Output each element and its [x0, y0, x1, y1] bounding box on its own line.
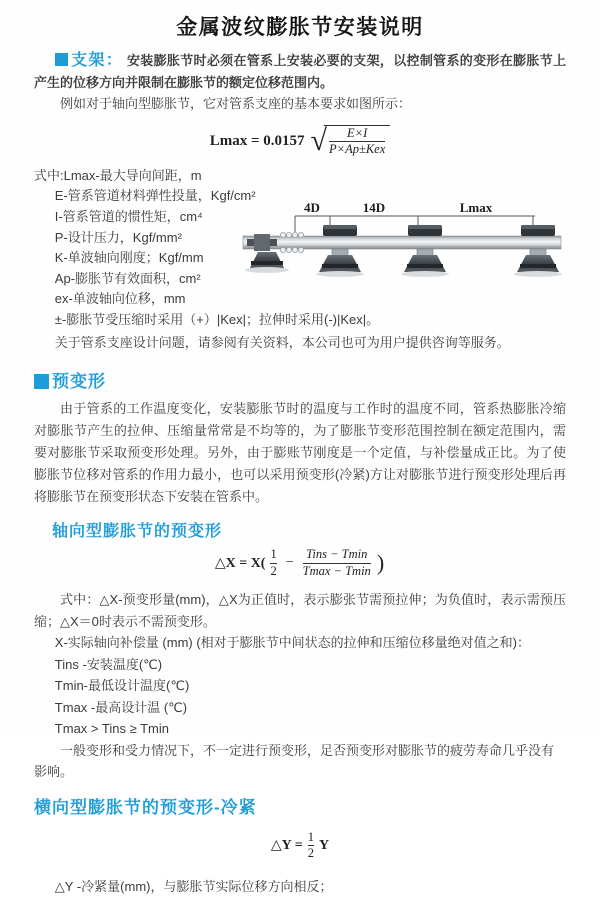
content-area: [0, 50, 600, 898]
variable-line: E-管系管道材料弹性投量，Kgf/cm²: [54, 188, 256, 204]
formula2-num: Tins − Tmin: [306, 547, 368, 561]
axial-predeform-formula: [34, 547, 566, 579]
support-heading-label: 支架：: [70, 52, 124, 69]
page-title: 金属波纹膨胀节安装说明: [176, 16, 424, 39]
variable-line: I-管系管道的惯性矩，cm⁴: [54, 208, 203, 224]
axial-explain-paragraph: 式中：△X-预变形量(mm)，△X为正值时，表示膨张节需预拉伸；为负值时，表示需预压缩；△X＝0时表示不需预变形。: [34, 592, 566, 629]
pipe-body: [243, 236, 561, 249]
variable-line: K-单波轴向刚度；Kgf/mm: [54, 250, 204, 266]
formula1-lhs: Lmax = 0.0157: [209, 132, 305, 149]
temp-line-tmin: Tmin-最低设计温度(℃): [54, 678, 190, 694]
lateral-note-line: △Y -冷紧量(mm)，与膨胀节实际位移方向相反；: [54, 879, 333, 894]
support-note-line: 关于管系支座设计问题，请参阅有关资料，本公司也可为用户提供咨询等服务。: [54, 334, 510, 350]
section-square-icon: [34, 374, 49, 389]
formula2-den: Tmax − Tmin: [302, 563, 371, 578]
formula3-num: 1: [307, 829, 314, 844]
dim-label-14d: 14D: [362, 199, 386, 215]
variables-and-diagram: [34, 166, 566, 353]
axial-subsection-heading: 轴向型膨胀节的预变形: [52, 523, 223, 540]
temp-inequality: Tmax > Tins ≥ Tmin: [54, 721, 169, 737]
lateral-coldtight-formula: [34, 830, 566, 862]
dim-label-lmax: Lmax: [459, 199, 493, 215]
pipe-support-2: [401, 225, 449, 277]
pipe-support-1: [316, 225, 364, 277]
sqrt-radical: [311, 125, 391, 158]
support-example-line: 例如对于轴向型膨胀节，它对管系支座的基本要求如图所示：: [60, 96, 412, 111]
formula2-half-den: 2: [270, 563, 277, 578]
formula1-numerator: E×I: [347, 125, 368, 140]
formula2-post: ): [376, 550, 385, 576]
variable-line: ±-膨胀节受压缩时采用（+）|Kex|；拉伸时采用(-)|Kex|。: [54, 311, 380, 327]
dim-label-4d: 4D: [304, 199, 320, 215]
pipe-support-diagram: [238, 198, 594, 294]
formula2-minus: −: [285, 555, 294, 571]
formula3-post: Y: [318, 837, 330, 853]
variable-line: Ap-膨胀节有效面积，cm²: [54, 270, 201, 286]
predeform-heading-label: 预变形: [52, 372, 106, 391]
formula3-den: 2: [307, 846, 314, 861]
formula2-pre: △X = X(: [214, 555, 266, 571]
predeform-body-paragraph: 由于管系的工作温度变化，安装膨胀节时的温度与工作时的温度不同，管系热膨胀冷缩对膨胀节产生的拉伸、压缩量常常是不均等的，为了膨胀节变形范围控制在额定范围内，需要对膨胀节采取预变形处理。另外，由于膨账节刚度是一个定值，与补偿量成正比。为了使膨胀节位移对管系的作用力最小，也可以采用预变形(冷紧)方让对膨胀节进行预变形处理后再将膨胀节在预变形状态下安装在管系中。: [34, 401, 566, 504]
axial-x-definition: X-实际轴向补偿量 (mm) (相对于膨胀节中间状态的拉伸和压缩位移量绝对值之和)：: [54, 635, 530, 651]
support-intro-text: 安装膨胀节时必须在管系上安装必要的支架，以控制管系的变形在膨胀节上产生的位移方向并限制在膨胀节的额定位移范围内。: [34, 53, 566, 90]
variable-line: P-设计压力，Kgf/mm²: [54, 229, 182, 245]
temp-line-tins: Tins -安装温度(℃): [54, 656, 163, 672]
temp-line-tmax: Tmax -最高设计温 (℃): [54, 699, 188, 715]
axial-note-line: 一般变形和受力情况下，不一定进行预变形，足否预变形对膨胀节的疲劳寿命几乎没有影响。: [34, 742, 555, 780]
guide-spacing-formula: [34, 125, 566, 158]
pipe-support-diagram-svg: [238, 198, 594, 294]
formula3-fraction: [303, 830, 319, 862]
section-square-icon: [55, 53, 68, 66]
pipe-support-3: [514, 225, 562, 277]
formula2-temp-fraction: [298, 547, 376, 579]
variable-line: ex-单波轴向位移，mm: [54, 291, 186, 307]
radical-sign: √: [310, 123, 328, 157]
formula3-pre: △Y =: [270, 838, 303, 854]
support-section-heading: [55, 52, 123, 69]
support-intro-paragraph: [34, 50, 566, 93]
variable-line: 式中:Lmax-最大导向间距，m: [34, 167, 202, 183]
formula2-half-num: 1: [270, 547, 277, 561]
formula2-half-fraction: [265, 547, 281, 579]
lateral-subsection-heading: 横向型膨胀节的预变形-冷紧: [34, 797, 257, 817]
predeform-section-heading: [34, 367, 566, 392]
formula1-denominator: P×Ap±Kex: [329, 142, 386, 157]
formula1-fraction: [324, 125, 390, 158]
